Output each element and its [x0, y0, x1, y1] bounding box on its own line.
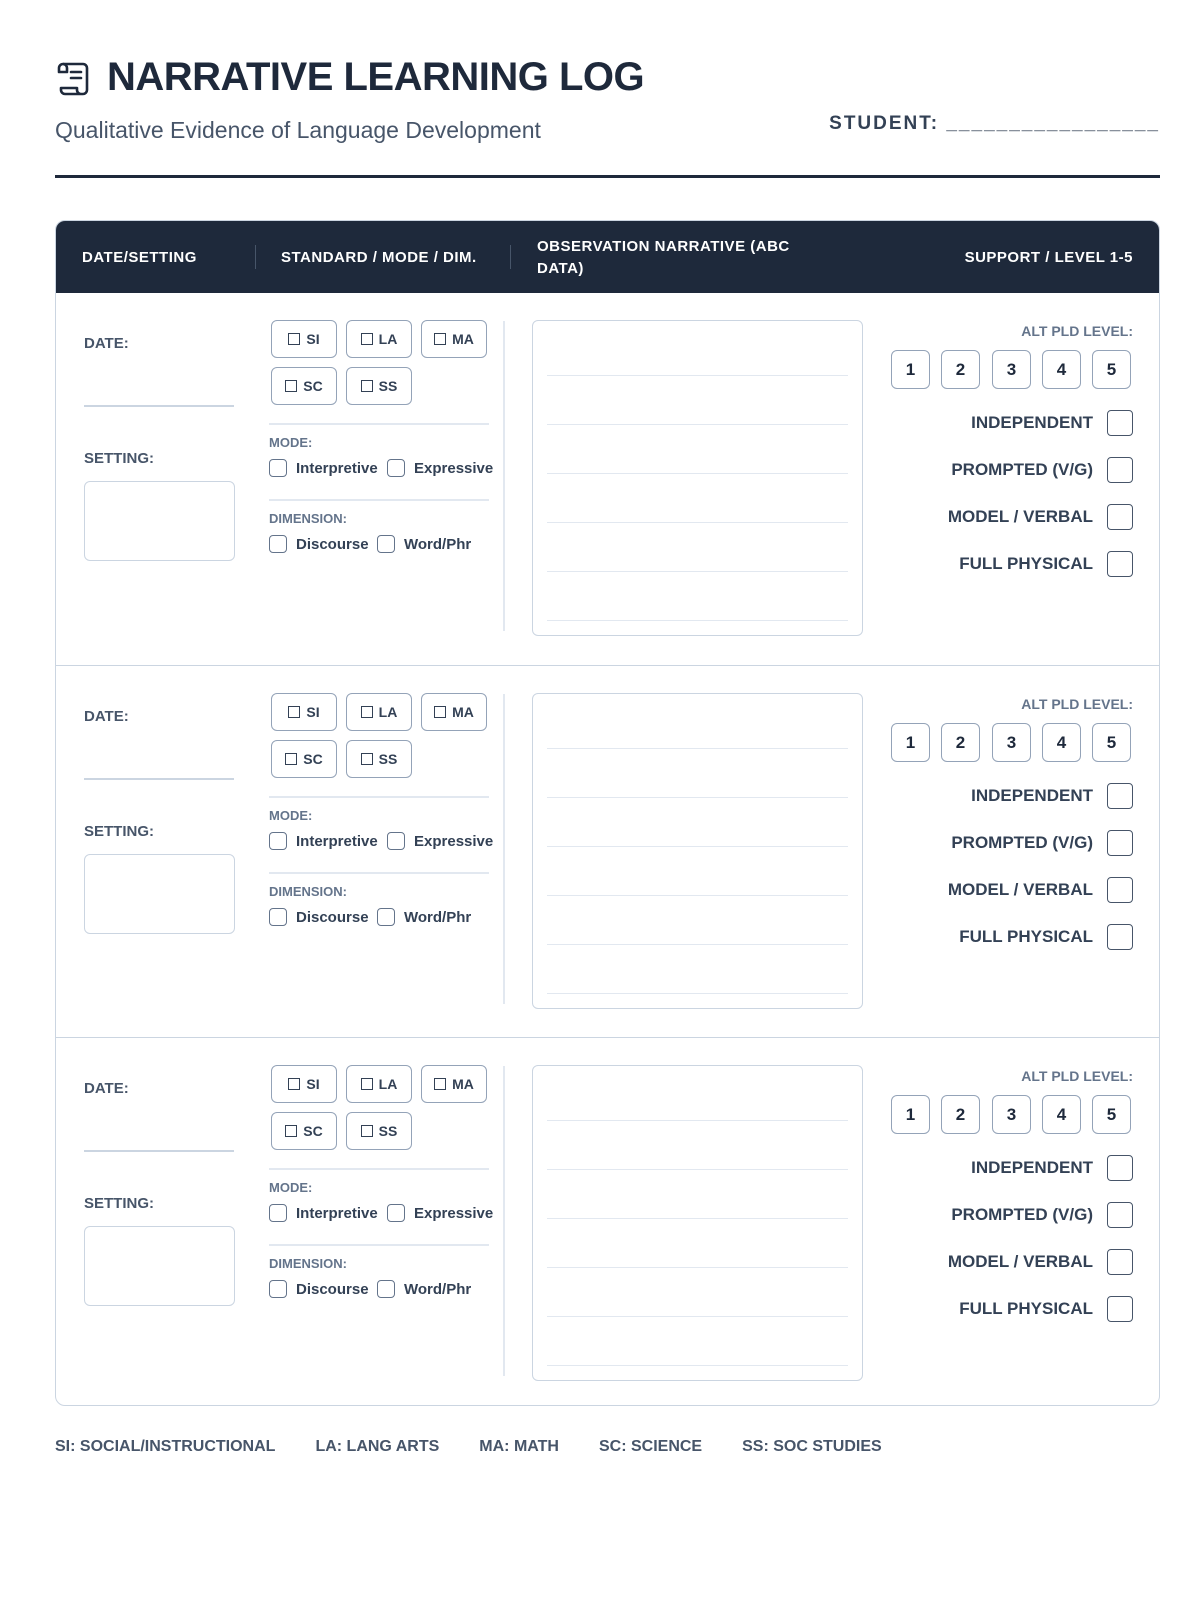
- level-option-3[interactable]: 3: [992, 350, 1031, 389]
- checkbox[interactable]: [1107, 457, 1133, 483]
- checkbox[interactable]: [1107, 1296, 1133, 1322]
- level-option-4[interactable]: 4: [1042, 350, 1081, 389]
- support-label: PROMPTED (V/G): [951, 833, 1093, 852]
- observation-narrative-field[interactable]: [532, 320, 863, 636]
- checkbox-icon: [361, 380, 373, 392]
- ruled-line: [547, 522, 848, 523]
- support-option-model-verbal[interactable]: [948, 877, 1133, 903]
- support-label: INDEPENDENT: [971, 1158, 1093, 1177]
- checkbox-icon: [285, 753, 297, 765]
- abbreviation-legend: [55, 1438, 922, 1456]
- setting-field[interactable]: [84, 854, 235, 934]
- mode-option-expressive[interactable]: [387, 832, 493, 850]
- section-divider: [269, 796, 489, 798]
- ruled-line: [547, 473, 848, 474]
- level-option-4[interactable]: 4: [1042, 723, 1081, 762]
- ruled-line: [547, 620, 848, 621]
- checkbox-icon: [285, 1125, 297, 1137]
- level-option-1[interactable]: 1: [891, 350, 930, 389]
- support-label: MODEL / VERBAL: [947, 880, 1093, 899]
- level-option-2[interactable]: 2: [941, 350, 980, 389]
- level-option-2[interactable]: 2: [941, 1095, 980, 1134]
- support-label: FULL PHYSICAL: [959, 927, 1093, 946]
- dimension-option-word-phr[interactable]: [377, 1280, 471, 1298]
- col-standard-mode: STANDARD / MODE / DIM.: [281, 249, 477, 266]
- standard-label: SS: [378, 751, 398, 767]
- dimension-option-label: Discourse: [296, 908, 369, 926]
- mode-option-interpretive[interactable]: [269, 459, 378, 477]
- table-header: [56, 221, 1159, 293]
- dimension-label: DIMENSION:: [269, 511, 347, 526]
- level-option-1[interactable]: 1: [891, 723, 930, 762]
- section-divider: [269, 1244, 489, 1246]
- ruled-line: [547, 1365, 848, 1366]
- mode-label: MODE:: [269, 1180, 313, 1195]
- mode-option-interpretive[interactable]: [269, 832, 378, 850]
- level-option-5[interactable]: 5: [1092, 723, 1131, 762]
- standard-option-ma[interactable]: [421, 1065, 487, 1103]
- support-option-full-physical[interactable]: [959, 1296, 1133, 1322]
- standard-option-ma[interactable]: [421, 693, 487, 731]
- section-divider: [269, 499, 489, 501]
- support-label: PROMPTED (V/G): [951, 460, 1093, 479]
- standard-label: SC: [303, 1123, 323, 1139]
- checkbox[interactable]: [269, 459, 287, 477]
- ruled-line: [547, 1218, 848, 1219]
- standard-option-sc[interactable]: [271, 367, 337, 405]
- checkbox-icon: [361, 1125, 373, 1137]
- standard-option-ss[interactable]: [346, 740, 412, 778]
- ruled-line: [547, 993, 848, 994]
- checkbox[interactable]: [387, 1204, 405, 1222]
- standard-label: SC: [303, 378, 323, 394]
- support-option-independent[interactable]: [971, 410, 1133, 436]
- col-date-setting: DATE/SETTING: [82, 249, 197, 266]
- mode-option-label: Interpretive: [296, 832, 378, 850]
- level-option-5[interactable]: 5: [1092, 1095, 1131, 1134]
- support-option-independent[interactable]: [971, 783, 1133, 809]
- checkbox[interactable]: [377, 1280, 395, 1298]
- date-field[interactable]: [84, 778, 234, 780]
- checkbox[interactable]: [269, 535, 287, 553]
- setting-label: SETTING:: [84, 1195, 154, 1212]
- setting-label: SETTING:: [84, 450, 154, 467]
- date-field[interactable]: [84, 405, 234, 407]
- col-observation: OBSERVATION NARRATIVE (ABC DATA): [537, 238, 790, 277]
- ruled-line: [547, 748, 848, 749]
- column-divider: [503, 694, 505, 1004]
- checkbox-icon: [361, 753, 373, 765]
- standard-option-sc[interactable]: [271, 1112, 337, 1150]
- checkbox-icon: [434, 333, 446, 345]
- standard-label: LA: [378, 1076, 398, 1092]
- checkbox-icon: [434, 1078, 446, 1090]
- dimension-option-label: Word/Phr: [404, 535, 472, 553]
- section-divider: [269, 1168, 489, 1170]
- support-option-prompted-v-g[interactable]: [951, 830, 1133, 856]
- support-option-full-physical[interactable]: [959, 924, 1133, 950]
- dimension-option-label: Word/Phr: [404, 1280, 472, 1298]
- dimension-option-label: Discourse: [296, 1280, 369, 1298]
- level-option-1[interactable]: 1: [891, 1095, 930, 1134]
- standard-label: MA: [452, 704, 474, 720]
- standard-option-si[interactable]: [271, 693, 337, 731]
- dimension-label: DIMENSION:: [269, 1256, 347, 1271]
- log-entry-row: [56, 1037, 1160, 1406]
- checkbox-icon: [361, 333, 373, 345]
- legend-item: LA: LANG ARTS: [315, 1438, 440, 1455]
- scroll-icon: [55, 58, 95, 98]
- checkbox-icon: [288, 706, 300, 718]
- log-entry-row: [56, 293, 1160, 665]
- standard-label: LA: [378, 331, 398, 347]
- ruled-line: [547, 375, 848, 376]
- column-divider: [503, 321, 505, 631]
- dimension-option-word-phr[interactable]: [377, 535, 471, 553]
- legend-item: SI: SOCIAL/INSTRUCTIONAL: [55, 1438, 276, 1455]
- standard-option-ma[interactable]: [421, 320, 487, 358]
- standard-label: MA: [452, 331, 474, 347]
- checkbox[interactable]: [1107, 783, 1133, 809]
- support-label: FULL PHYSICAL: [959, 1299, 1093, 1318]
- checkbox[interactable]: [377, 535, 395, 553]
- checkbox-icon: [288, 333, 300, 345]
- date-label: DATE:: [84, 708, 129, 725]
- standard-label: LA: [378, 704, 398, 720]
- checkbox[interactable]: [1107, 1155, 1133, 1181]
- mode-option-label: Expressive: [414, 459, 494, 477]
- support-label: FULL PHYSICAL: [959, 554, 1093, 573]
- page-header: [55, 55, 1160, 178]
- mode-option-label: Interpretive: [296, 459, 378, 477]
- date-label: DATE:: [84, 335, 129, 352]
- standard-label: SI: [306, 1076, 320, 1092]
- standard-label: SI: [306, 331, 320, 347]
- support-label: INDEPENDENT: [971, 413, 1093, 432]
- ruled-line: [547, 846, 848, 847]
- legend-item: SC: SCIENCE: [598, 1438, 703, 1455]
- ruled-line: [547, 797, 848, 798]
- support-label: MODEL / VERBAL: [947, 507, 1093, 526]
- setting-field[interactable]: [84, 481, 235, 561]
- support-option-full-physical[interactable]: [959, 551, 1133, 577]
- level-option-3[interactable]: 3: [992, 1095, 1031, 1134]
- checkbox[interactable]: [1107, 1202, 1133, 1228]
- section-divider: [269, 872, 489, 874]
- mode-option-label: Expressive: [414, 832, 494, 850]
- support-option-prompted-v-g[interactable]: [951, 1202, 1133, 1228]
- mode-label: MODE:: [269, 808, 313, 823]
- log-table: [55, 220, 1160, 1406]
- checkbox[interactable]: [269, 1280, 287, 1298]
- level-option-2[interactable]: 2: [941, 723, 980, 762]
- alt-pld-level-label: ALT PLD LEVEL:: [1021, 696, 1133, 712]
- ruled-line: [547, 1120, 848, 1121]
- checkbox[interactable]: [1107, 410, 1133, 436]
- date-field[interactable]: [84, 1150, 234, 1152]
- checkbox[interactable]: [1107, 551, 1133, 577]
- dimension-option-label: Discourse: [296, 535, 369, 553]
- header-divider: [255, 245, 256, 269]
- checkbox[interactable]: [377, 908, 395, 926]
- student-field[interactable]: STUDENT: _________________: [829, 113, 1160, 134]
- level-option-4[interactable]: 4: [1042, 1095, 1081, 1134]
- mode-option-interpretive[interactable]: [269, 1204, 378, 1222]
- legend-item: SS: SOC STUDIES: [742, 1438, 882, 1455]
- alt-pld-level-label: ALT PLD LEVEL:: [1021, 323, 1133, 339]
- setting-field[interactable]: [84, 1226, 235, 1306]
- checkbox[interactable]: [1107, 877, 1133, 903]
- checkbox[interactable]: [1107, 1249, 1133, 1275]
- support-option-model-verbal[interactable]: [948, 504, 1133, 530]
- standard-label: SS: [378, 1123, 398, 1139]
- standard-label: SC: [303, 751, 323, 767]
- checkbox[interactable]: [269, 908, 287, 926]
- title-row: [55, 55, 1160, 100]
- mode-option-expressive[interactable]: [387, 1204, 493, 1222]
- ruled-line: [547, 1169, 848, 1170]
- dimension-option-word-phr[interactable]: [377, 908, 471, 926]
- log-entry-row: [56, 665, 1160, 1037]
- checkbox-icon: [434, 706, 446, 718]
- level-option-5[interactable]: 5: [1092, 350, 1131, 389]
- checkbox[interactable]: [269, 1204, 287, 1222]
- mode-option-label: Expressive: [414, 1204, 494, 1222]
- checkbox[interactable]: [387, 459, 405, 477]
- observation-narrative-field[interactable]: [532, 1065, 863, 1381]
- observation-narrative-field[interactable]: [532, 693, 863, 1009]
- checkbox-icon: [285, 380, 297, 392]
- checkbox-icon: [361, 706, 373, 718]
- standard-option-si[interactable]: [271, 320, 337, 358]
- standard-option-la[interactable]: [346, 1065, 412, 1103]
- standard-option-la[interactable]: [346, 693, 412, 731]
- checkbox[interactable]: [1107, 830, 1133, 856]
- mode-option-expressive[interactable]: [387, 459, 493, 477]
- col-support-level: SUPPORT / LEVEL 1-5: [964, 249, 1133, 266]
- setting-label: SETTING:: [84, 823, 154, 840]
- date-label: DATE:: [84, 1080, 129, 1097]
- mode-label: MODE:: [269, 435, 313, 450]
- dimension-option-discourse[interactable]: [269, 535, 369, 553]
- page-subtitle: Qualitative Evidence of Language Development: [55, 117, 541, 143]
- support-label: MODEL / VERBAL: [947, 1252, 1093, 1271]
- standard-label: SI: [306, 704, 320, 720]
- dimension-option-label: Word/Phr: [404, 908, 472, 926]
- section-divider: [269, 423, 489, 425]
- standard-label: MA: [452, 1076, 474, 1092]
- dimension-label: DIMENSION:: [269, 884, 347, 899]
- ruled-line: [547, 424, 848, 425]
- alt-pld-level-label: ALT PLD LEVEL:: [1021, 1068, 1133, 1084]
- level-option-3[interactable]: 3: [992, 723, 1031, 762]
- standard-option-la[interactable]: [346, 320, 412, 358]
- dimension-option-discourse[interactable]: [269, 1280, 369, 1298]
- support-option-independent[interactable]: [971, 1155, 1133, 1181]
- standard-option-sc[interactable]: [271, 740, 337, 778]
- dimension-option-discourse[interactable]: [269, 908, 369, 926]
- legend-item: MA: MATH: [479, 1438, 559, 1455]
- page-title: NARRATIVE LEARNING LOG: [107, 55, 645, 99]
- mode-option-label: Interpretive: [296, 1204, 378, 1222]
- ruled-line: [547, 1267, 848, 1268]
- checkbox[interactable]: [269, 832, 287, 850]
- column-divider: [503, 1066, 505, 1376]
- ruled-line: [547, 571, 848, 572]
- support-label: INDEPENDENT: [971, 786, 1093, 805]
- support-option-model-verbal[interactable]: [948, 1249, 1133, 1275]
- checkbox[interactable]: [387, 832, 405, 850]
- support-label: PROMPTED (V/G): [951, 1205, 1093, 1224]
- standard-label: SS: [378, 378, 398, 394]
- ruled-line: [547, 895, 848, 896]
- checkbox[interactable]: [1107, 504, 1133, 530]
- standard-option-si[interactable]: [271, 1065, 337, 1103]
- ruled-line: [547, 1316, 848, 1317]
- checkbox-icon: [288, 1078, 300, 1090]
- checkbox[interactable]: [1107, 924, 1133, 950]
- standard-option-ss[interactable]: [346, 1112, 412, 1150]
- support-option-prompted-v-g[interactable]: [951, 457, 1133, 483]
- standard-option-ss[interactable]: [346, 367, 412, 405]
- checkbox-icon: [361, 1078, 373, 1090]
- header-divider: [510, 245, 511, 269]
- ruled-line: [547, 944, 848, 945]
